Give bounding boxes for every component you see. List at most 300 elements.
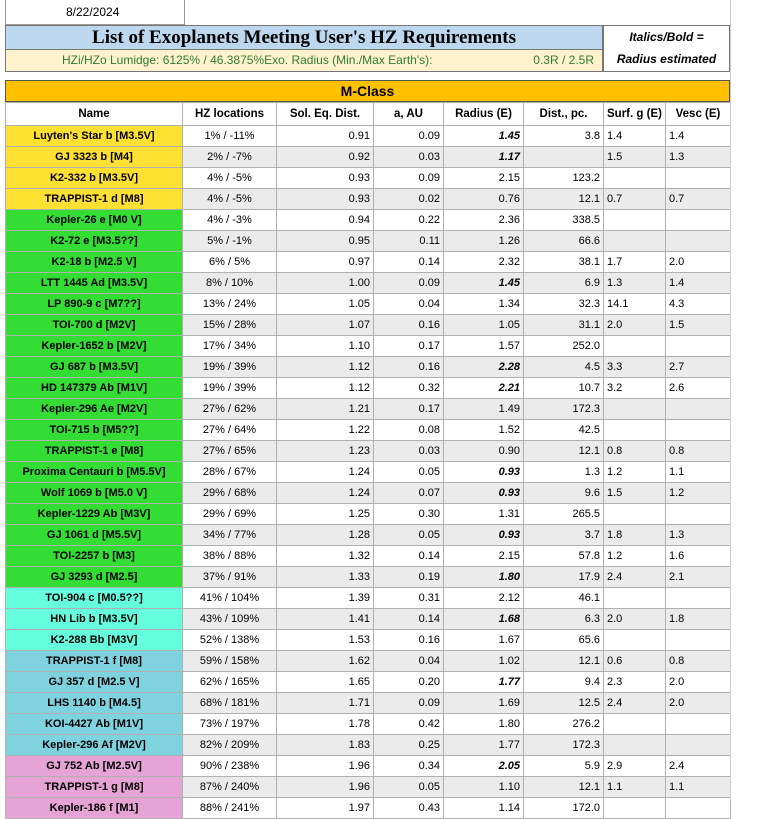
radius-cell[interactable]: 1.77 [444,735,524,756]
planet-name-cell[interactable]: GJ 3293 d [M2.5] [6,567,183,588]
surface-gravity-cell[interactable] [604,735,666,756]
surface-gravity-cell[interactable]: 2.0 [604,315,666,336]
semi-major-axis-cell[interactable]: 0.14 [374,609,444,630]
table-row [6,315,731,336]
sol-eq-dist-cell[interactable]: 1.78 [277,714,374,735]
hz-location-cell[interactable]: 29% / 69% [183,504,277,525]
sol-eq-dist-cell[interactable]: 1.83 [277,735,374,756]
distance-cell[interactable]: 276.2 [524,714,604,735]
surface-gravity-cell[interactable]: 2.4 [604,567,666,588]
sol-eq-dist-cell[interactable]: 1.07 [277,315,374,336]
surface-gravity-cell[interactable]: 2.3 [604,672,666,693]
radius-cell[interactable]: 2.15 [444,546,524,567]
radius-cell[interactable]: 0.90 [444,441,524,462]
escape-velocity-cell[interactable]: 0.7 [666,189,731,210]
semi-major-axis-cell[interactable]: 0.04 [374,651,444,672]
hz-location-cell[interactable]: 68% / 181% [183,693,277,714]
escape-velocity-cell[interactable]: 4.3 [666,294,731,315]
surface-gravity-cell[interactable] [604,420,666,441]
planet-name-cell[interactable]: LHS 1140 b [M4.5] [6,693,183,714]
sol-eq-dist-cell[interactable]: 0.94 [277,210,374,231]
sol-eq-dist-cell[interactable]: 1.62 [277,651,374,672]
sol-eq-dist-cell[interactable]: 0.93 [277,168,374,189]
sol-eq-dist-cell[interactable]: 0.97 [277,252,374,273]
sol-eq-dist-cell[interactable]: 1.65 [277,672,374,693]
surface-gravity-cell[interactable] [604,630,666,651]
surface-gravity-cell[interactable] [604,210,666,231]
table-header-row [6,103,731,126]
hz-location-cell[interactable]: 28% / 67% [183,462,277,483]
table-body [6,126,731,819]
surface-gravity-cell[interactable]: 2.0 [604,609,666,630]
escape-velocity-cell[interactable]: 2.0 [666,693,731,714]
semi-major-axis-cell[interactable]: 0.07 [374,483,444,504]
distance-cell[interactable]: 123.2 [524,168,604,189]
hz-location-cell[interactable]: 5% / -1% [183,231,277,252]
parameters-row[interactable] [5,50,603,72]
semi-major-axis-cell[interactable]: 0.25 [374,735,444,756]
semi-major-axis-cell[interactable]: 0.31 [374,588,444,609]
table-row [6,420,731,441]
semi-major-axis-cell[interactable]: 0.09 [374,168,444,189]
radius-cell[interactable]: 2.12 [444,588,524,609]
surface-gravity-cell[interactable] [604,504,666,525]
escape-velocity-cell[interactable]: 1.2 [666,483,731,504]
distance-cell[interactable]: 4.5 [524,357,604,378]
parameters-value: 0.3R / 2.5R [533,53,594,67]
distance-cell[interactable]: 38.1 [524,252,604,273]
table-row [6,714,731,735]
radius-cell[interactable]: 1.80 [444,567,524,588]
radius-cell[interactable]: 0.93 [444,483,524,504]
radius-cell[interactable]: 1.80 [444,714,524,735]
sol-eq-dist-cell[interactable]: 1.25 [277,504,374,525]
escape-velocity-cell[interactable]: 1.6 [666,546,731,567]
planet-name-cell[interactable]: LTT 1445 Ad [M3.5V] [6,273,183,294]
escape-velocity-cell[interactable]: 1.1 [666,462,731,483]
table-row [6,273,731,294]
column-header[interactable]: Sol. Eq. Dist. [277,103,374,126]
distance-cell[interactable]: 10.7 [524,378,604,399]
column-header[interactable]: Surf. g (E) [604,103,666,126]
surface-gravity-cell[interactable]: 2.9 [604,756,666,777]
hz-location-cell[interactable]: 15% / 28% [183,315,277,336]
distance-cell[interactable]: 172.0 [524,798,604,819]
escape-velocity-cell[interactable] [666,504,731,525]
escape-velocity-cell[interactable] [666,798,731,819]
hz-location-cell[interactable]: 87% / 240% [183,777,277,798]
table-row [6,462,731,483]
distance-cell[interactable]: 252.0 [524,336,604,357]
surface-gravity-cell[interactable] [604,168,666,189]
hz-location-cell[interactable]: 62% / 165% [183,672,277,693]
sol-eq-dist-cell[interactable]: 1.97 [277,798,374,819]
distance-cell[interactable]: 1.3 [524,462,604,483]
distance-cell[interactable]: 65.6 [524,630,604,651]
escape-velocity-cell[interactable]: 1.8 [666,609,731,630]
hz-location-cell[interactable]: 38% / 88% [183,546,277,567]
sol-eq-dist-cell[interactable]: 1.10 [277,336,374,357]
table-row [6,672,731,693]
table-row [6,357,731,378]
distance-cell[interactable]: 31.1 [524,315,604,336]
sol-eq-dist-cell[interactable]: 1.24 [277,483,374,504]
hz-location-cell[interactable]: 37% / 91% [183,567,277,588]
radius-cell[interactable]: 1.02 [444,651,524,672]
table-row [6,693,731,714]
hz-location-cell[interactable]: 19% / 39% [183,357,277,378]
distance-cell[interactable]: 9.4 [524,672,604,693]
planet-name-cell[interactable]: LP 890-9 c [M7??] [6,294,183,315]
escape-velocity-cell[interactable]: 0.8 [666,441,731,462]
hz-location-cell[interactable]: 4% / -5% [183,189,277,210]
sol-eq-dist-cell[interactable]: 1.05 [277,294,374,315]
semi-major-axis-cell[interactable]: 0.09 [374,273,444,294]
sol-eq-dist-cell[interactable]: 1.12 [277,357,374,378]
hz-location-cell[interactable]: 27% / 64% [183,420,277,441]
radius-cell[interactable]: 1.10 [444,777,524,798]
radius-cell[interactable]: 2.32 [444,252,524,273]
planet-name-cell[interactable]: TOI-715 b [M5??] [6,420,183,441]
radius-cell[interactable]: 2.28 [444,357,524,378]
escape-velocity-cell[interactable] [666,336,731,357]
table-row [6,630,731,651]
hz-location-cell[interactable]: 13% / 24% [183,294,277,315]
escape-velocity-cell[interactable] [666,168,731,189]
distance-cell[interactable]: 5.9 [524,756,604,777]
surface-gravity-cell[interactable]: 1.5 [604,147,666,168]
escape-velocity-cell[interactable]: 1.4 [666,273,731,294]
planet-name-cell[interactable]: Kepler-26 e [M0 V] [6,210,183,231]
semi-major-axis-cell[interactable]: 0.14 [374,252,444,273]
surface-gravity-cell[interactable] [604,399,666,420]
planet-name-cell[interactable]: Kepler-1229 Ab [M3V] [6,504,183,525]
escape-velocity-cell[interactable] [666,630,731,651]
surface-gravity-cell[interactable] [604,231,666,252]
surface-gravity-cell[interactable]: 14.1 [604,294,666,315]
radius-cell[interactable]: 1.45 [444,126,524,147]
semi-major-axis-cell[interactable]: 0.16 [374,315,444,336]
semi-major-axis-cell[interactable]: 0.30 [374,504,444,525]
surface-gravity-cell[interactable] [604,798,666,819]
planet-name-cell[interactable]: GJ 687 b [M3.5V] [6,357,183,378]
semi-major-axis-cell[interactable]: 0.04 [374,294,444,315]
distance-cell[interactable]: 46.1 [524,588,604,609]
semi-major-axis-cell[interactable]: 0.08 [374,420,444,441]
distance-cell[interactable]: 3.8 [524,126,604,147]
sol-eq-dist-cell[interactable]: 1.00 [277,273,374,294]
planet-name-cell[interactable]: K2-288 Bb [M3V] [6,630,183,651]
distance-cell[interactable]: 9.6 [524,483,604,504]
radius-cell[interactable]: 1.57 [444,336,524,357]
radius-cell[interactable]: 0.93 [444,525,524,546]
radius-cell[interactable]: 0.93 [444,462,524,483]
escape-velocity-cell[interactable]: 1.3 [666,147,731,168]
hz-location-cell[interactable]: 4% / -5% [183,168,277,189]
semi-major-axis-cell[interactable]: 0.20 [374,672,444,693]
distance-cell[interactable]: 42.5 [524,420,604,441]
escape-velocity-cell[interactable]: 1.3 [666,525,731,546]
planet-name-cell[interactable]: K2-72 e [M3.5??] [6,231,183,252]
surface-gravity-cell[interactable] [604,336,666,357]
hz-location-cell[interactable]: 59% / 158% [183,651,277,672]
escape-velocity-cell[interactable] [666,399,731,420]
hz-location-cell[interactable]: 6% / 5% [183,252,277,273]
planet-name-cell[interactable]: Wolf 1069 b [M5.0 V] [6,483,183,504]
hz-location-cell[interactable]: 2% / -7% [183,147,277,168]
distance-cell[interactable]: 17.9 [524,567,604,588]
surface-gravity-cell[interactable]: 1.8 [604,525,666,546]
distance-cell[interactable]: 57.8 [524,546,604,567]
hz-location-cell[interactable]: 19% / 39% [183,378,277,399]
hz-location-cell[interactable]: 29% / 68% [183,483,277,504]
planet-name-cell[interactable]: GJ 1061 d [M5.5V] [6,525,183,546]
planet-name-cell[interactable]: KOI-4427 Ab [M1V] [6,714,183,735]
hz-location-cell[interactable]: 43% / 109% [183,609,277,630]
escape-velocity-cell[interactable]: 2.1 [666,567,731,588]
distance-cell[interactable] [524,147,604,168]
table-row [6,336,731,357]
planet-name-cell[interactable]: TRAPPIST-1 e [M8] [6,441,183,462]
semi-major-axis-cell[interactable]: 0.16 [374,630,444,651]
semi-major-axis-cell[interactable]: 0.34 [374,756,444,777]
radius-cell[interactable]: 1.68 [444,609,524,630]
hz-location-cell[interactable]: 34% / 77% [183,525,277,546]
semi-major-axis-cell[interactable]: 0.17 [374,399,444,420]
surface-gravity-cell[interactable]: 1.3 [604,273,666,294]
radius-cell[interactable]: 1.67 [444,630,524,651]
radius-cell[interactable]: 2.05 [444,756,524,777]
table-row [6,126,731,147]
planet-name-cell[interactable]: K2-18 b [M2.5 V] [6,252,183,273]
semi-major-axis-cell[interactable]: 0.05 [374,777,444,798]
semi-major-axis-cell[interactable]: 0.42 [374,714,444,735]
hz-location-cell[interactable]: 27% / 62% [183,399,277,420]
escape-velocity-cell[interactable] [666,588,731,609]
escape-velocity-cell[interactable]: 0.8 [666,651,731,672]
surface-gravity-cell[interactable]: 2.4 [604,693,666,714]
table-row [6,378,731,399]
sol-eq-dist-cell[interactable]: 1.33 [277,567,374,588]
radius-cell[interactable]: 1.45 [444,273,524,294]
legend-note-line1: Italics/Bold = [629,30,704,44]
radius-cell[interactable]: 1.31 [444,504,524,525]
surface-gravity-cell[interactable]: 3.3 [604,357,666,378]
sol-eq-dist-cell[interactable]: 1.41 [277,609,374,630]
column-header[interactable]: Dist., pc. [524,103,604,126]
radius-cell[interactable]: 1.34 [444,294,524,315]
planet-name-cell[interactable]: TRAPPIST-1 d [M8] [6,189,183,210]
semi-major-axis-cell[interactable]: 0.17 [374,336,444,357]
semi-major-axis-cell[interactable]: 0.03 [374,147,444,168]
sol-eq-dist-cell[interactable]: 0.91 [277,126,374,147]
planet-name-cell[interactable]: Kepler-296 Ae [M2V] [6,399,183,420]
semi-major-axis-cell[interactable]: 0.32 [374,378,444,399]
escape-velocity-cell[interactable]: 2.0 [666,252,731,273]
planet-name-cell[interactable]: TOI-700 d [M2V] [6,315,183,336]
distance-cell[interactable]: 12.5 [524,693,604,714]
hz-location-cell[interactable]: 4% / -3% [183,210,277,231]
planet-name-cell[interactable]: Luyten's Star b [M3.5V] [6,126,183,147]
table-row [6,441,731,462]
semi-major-axis-cell[interactable]: 0.19 [374,567,444,588]
surface-gravity-cell[interactable]: 0.8 [604,441,666,462]
planet-name-cell[interactable]: TRAPPIST-1 f [M8] [6,651,183,672]
planet-name-cell[interactable]: TRAPPIST-1 g [M8] [6,777,183,798]
distance-cell[interactable]: 265.5 [524,504,604,525]
planet-name-cell[interactable]: Proxima Centauri b [M5.5V] [6,462,183,483]
escape-velocity-cell[interactable] [666,420,731,441]
planet-name-cell[interactable]: GJ 3323 b [M4] [6,147,183,168]
planet-name-cell[interactable]: GJ 357 d [M2.5 V] [6,672,183,693]
hz-location-cell[interactable]: 88% / 241% [183,798,277,819]
surface-gravity-cell[interactable] [604,588,666,609]
escape-velocity-cell[interactable] [666,714,731,735]
column-header[interactable]: Vesc (E) [666,103,731,126]
escape-velocity-cell[interactable]: 1.1 [666,777,731,798]
distance-cell[interactable]: 66.6 [524,231,604,252]
planet-name-cell[interactable]: Kepler-1652 b [M2V] [6,336,183,357]
distance-cell[interactable]: 6.3 [524,609,604,630]
column-header[interactable]: Name [6,103,183,126]
distance-cell[interactable]: 6.9 [524,273,604,294]
surface-gravity-cell[interactable]: 3.2 [604,378,666,399]
radius-cell[interactable]: 1.69 [444,693,524,714]
surface-gravity-cell[interactable]: 0.6 [604,651,666,672]
sol-eq-dist-cell[interactable]: 1.28 [277,525,374,546]
surface-gravity-cell[interactable]: 1.7 [604,252,666,273]
sol-eq-dist-cell[interactable]: 1.23 [277,441,374,462]
semi-major-axis-cell[interactable]: 0.43 [374,798,444,819]
escape-velocity-cell[interactable]: 2.0 [666,672,731,693]
escape-velocity-cell[interactable]: 2.4 [666,756,731,777]
sol-eq-dist-cell[interactable]: 1.12 [277,378,374,399]
planet-name-cell[interactable]: GJ 752 Ab [M2.5V] [6,756,183,777]
planet-name-cell[interactable]: Kepler-186 f [M1] [6,798,183,819]
hz-location-cell[interactable]: 73% / 197% [183,714,277,735]
distance-cell[interactable]: 12.1 [524,189,604,210]
semi-major-axis-cell[interactable]: 0.02 [374,189,444,210]
column-header[interactable]: Radius (E) [444,103,524,126]
surface-gravity-cell[interactable]: 1.5 [604,483,666,504]
date-cell[interactable]: 8/22/2024 [5,0,185,25]
semi-major-axis-cell[interactable]: 0.22 [374,210,444,231]
surface-gravity-cell[interactable] [604,714,666,735]
sol-eq-dist-cell[interactable]: 1.32 [277,546,374,567]
sol-eq-dist-cell[interactable]: 1.53 [277,630,374,651]
escape-velocity-cell[interactable] [666,210,731,231]
radius-cell[interactable]: 1.05 [444,315,524,336]
table-row [6,798,731,819]
distance-cell[interactable]: 12.1 [524,651,604,672]
semi-major-axis-cell[interactable]: 0.16 [374,357,444,378]
planet-name-cell[interactable]: HD 147379 Ab [M1V] [6,378,183,399]
sol-eq-dist-cell[interactable]: 0.93 [277,189,374,210]
sol-eq-dist-cell[interactable]: 1.21 [277,399,374,420]
planet-name-cell[interactable]: TOI-904 c [M0.5??] [6,588,183,609]
sol-eq-dist-cell[interactable]: 0.95 [277,231,374,252]
sol-eq-dist-cell[interactable]: 0.92 [277,147,374,168]
planet-name-cell[interactable]: TOI-2257 b [M3] [6,546,183,567]
distance-cell[interactable]: 32.3 [524,294,604,315]
radius-cell[interactable]: 2.21 [444,378,524,399]
planet-name-cell[interactable]: HN Lib b [M3.5V] [6,609,183,630]
planet-name-cell[interactable]: K2-332 b [M3.5V] [6,168,183,189]
radius-cell[interactable]: 1.17 [444,147,524,168]
semi-major-axis-cell[interactable]: 0.05 [374,462,444,483]
distance-cell[interactable]: 172.3 [524,735,604,756]
surface-gravity-cell[interactable]: 0.7 [604,189,666,210]
exoplanet-table [5,102,731,819]
escape-velocity-cell[interactable]: 2.7 [666,357,731,378]
escape-velocity-cell[interactable]: 2.6 [666,378,731,399]
page-title[interactable]: List of Exoplanets Meeting User's HZ Requirements [5,25,603,50]
semi-major-axis-cell[interactable]: 0.11 [374,231,444,252]
radius-cell[interactable]: 1.77 [444,672,524,693]
legend-note[interactable] [603,25,730,72]
column-header[interactable]: a, AU [374,103,444,126]
radius-cell[interactable]: 1.52 [444,420,524,441]
hz-location-cell[interactable]: 1% / -11% [183,126,277,147]
hz-location-cell[interactable]: 17% / 34% [183,336,277,357]
semi-major-axis-cell[interactable]: 0.09 [374,126,444,147]
radius-cell[interactable]: 0.76 [444,189,524,210]
surface-gravity-cell[interactable]: 1.2 [604,462,666,483]
hz-location-cell[interactable]: 82% / 209% [183,735,277,756]
sol-eq-dist-cell[interactable]: 1.96 [277,756,374,777]
semi-major-axis-cell[interactable]: 0.14 [374,546,444,567]
radius-cell[interactable]: 1.49 [444,399,524,420]
hz-location-cell[interactable]: 52% / 138% [183,630,277,651]
table-row [6,777,731,798]
sol-eq-dist-cell[interactable]: 1.22 [277,420,374,441]
sol-eq-dist-cell[interactable]: 1.39 [277,588,374,609]
radius-cell[interactable]: 1.26 [444,231,524,252]
distance-cell[interactable]: 338.5 [524,210,604,231]
sol-eq-dist-cell[interactable]: 1.24 [277,462,374,483]
radius-cell[interactable]: 2.15 [444,168,524,189]
surface-gravity-cell[interactable]: 1.4 [604,126,666,147]
radius-cell[interactable]: 1.14 [444,798,524,819]
escape-velocity-cell[interactable] [666,735,731,756]
planet-name-cell[interactable]: Kepler-296 Af [M2V] [6,735,183,756]
escape-velocity-cell[interactable]: 1.4 [666,126,731,147]
semi-major-axis-cell[interactable]: 0.09 [374,693,444,714]
hz-location-cell[interactable]: 41% / 104% [183,588,277,609]
distance-cell[interactable]: 12.1 [524,777,604,798]
escape-velocity-cell[interactable] [666,231,731,252]
class-banner[interactable]: M-Class [5,80,730,102]
sol-eq-dist-cell[interactable]: 1.71 [277,693,374,714]
hz-location-cell[interactable]: 27% / 65% [183,441,277,462]
table-row [6,168,731,189]
legend-note-line2: Radius estimated [616,52,717,66]
surface-gravity-cell[interactable]: 1.2 [604,546,666,567]
hz-location-cell[interactable]: 8% / 10% [183,273,277,294]
escape-velocity-cell[interactable]: 1.5 [666,315,731,336]
hz-location-cell[interactable]: 90% / 238% [183,756,277,777]
distance-cell[interactable]: 172.3 [524,399,604,420]
distance-cell[interactable]: 3.7 [524,525,604,546]
column-header[interactable]: HZ locations [183,103,277,126]
semi-major-axis-cell[interactable]: 0.03 [374,441,444,462]
distance-cell[interactable]: 12.1 [524,441,604,462]
semi-major-axis-cell[interactable]: 0.05 [374,525,444,546]
table-row [6,588,731,609]
surface-gravity-cell[interactable]: 1.1 [604,777,666,798]
sol-eq-dist-cell[interactable]: 1.96 [277,777,374,798]
radius-cell[interactable]: 2.36 [444,210,524,231]
